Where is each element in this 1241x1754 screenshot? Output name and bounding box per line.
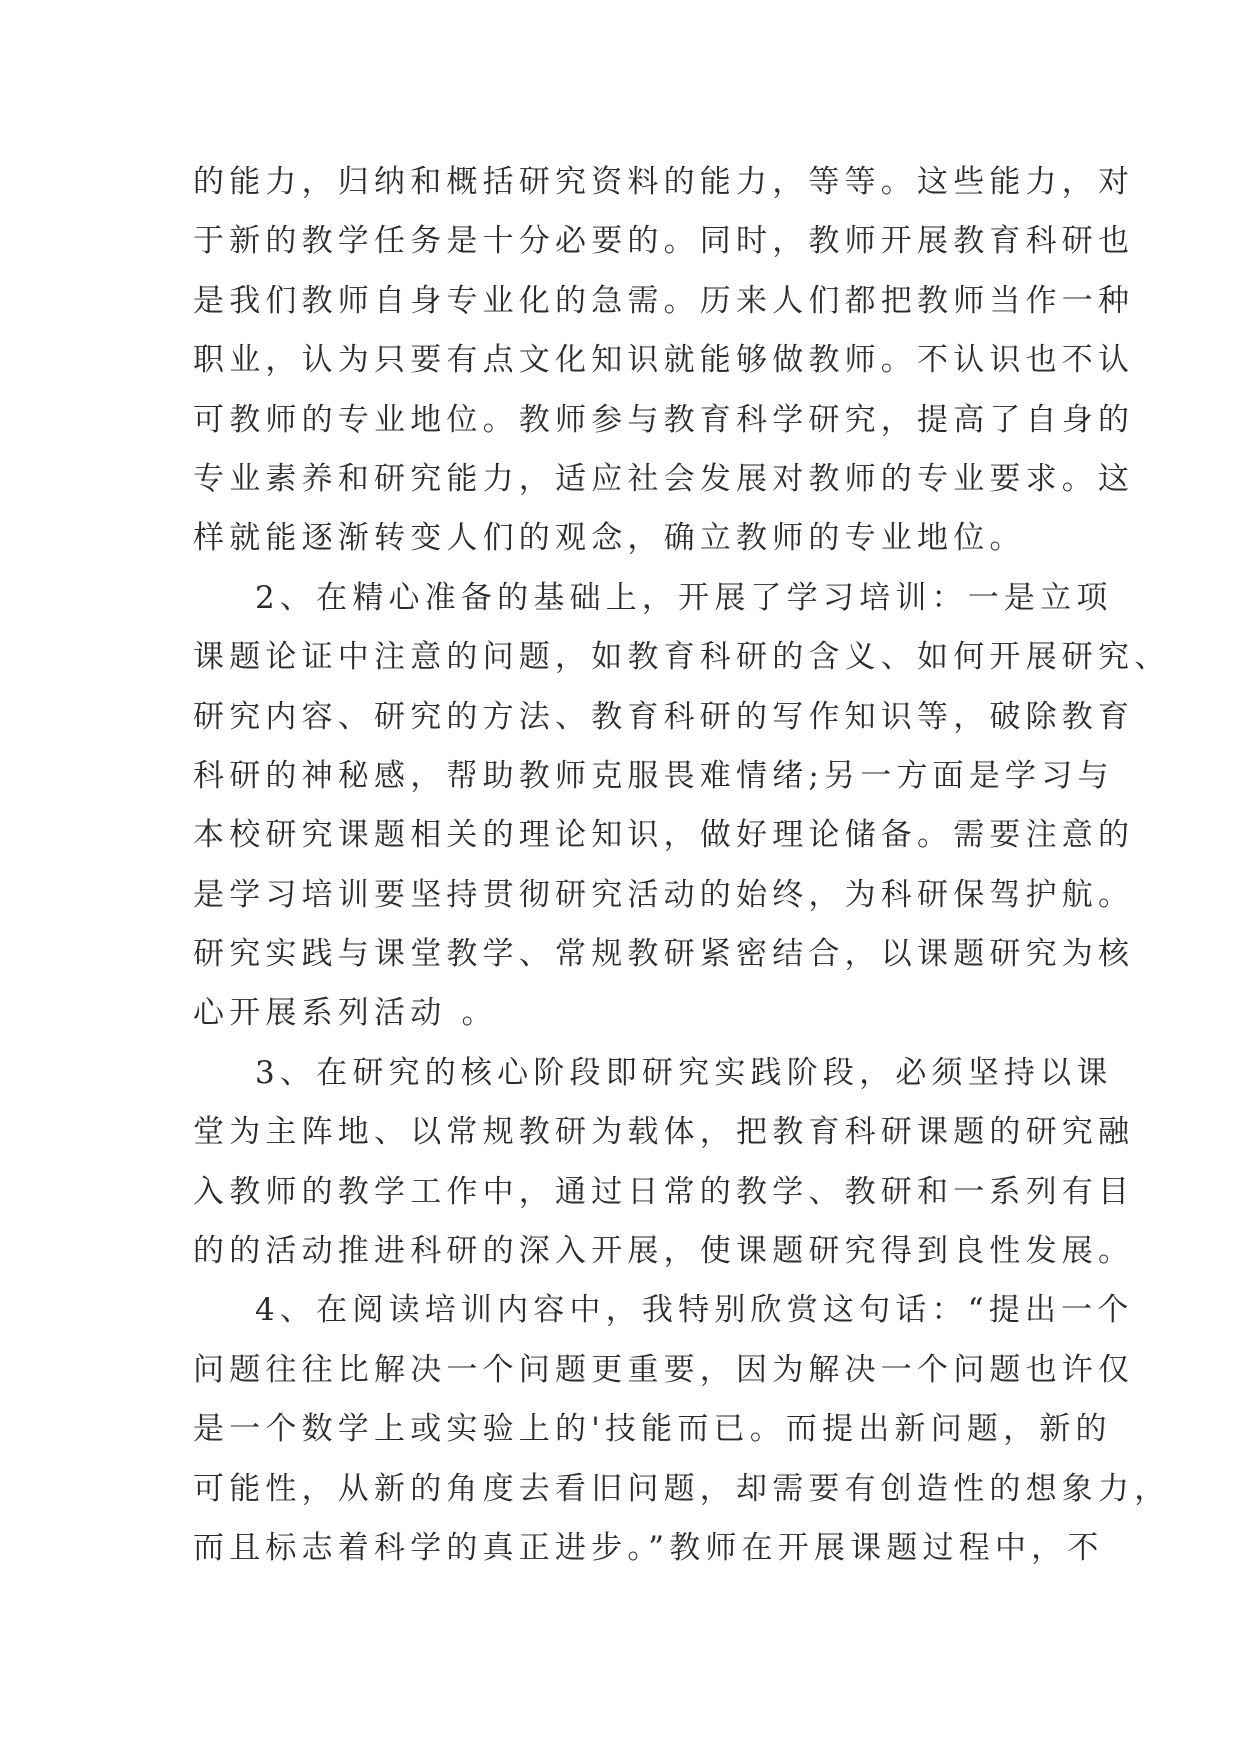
text-line: 是我们教师自身专业化的急需。历来人们都把教师当作一种	[193, 282, 1135, 319]
text-line: 问题往往比解决一个问题更重要，因为解决一个问题也许仅	[193, 1351, 1135, 1388]
text-line: 是一个数学上或实验上的'技能而已。而提出新问题，新的	[193, 1411, 1112, 1448]
text-line: 于新的教学任务是十分必要的。同时，教师开展教育科研也	[193, 223, 1135, 260]
text-line: 职业，认为只要有点文化知识就能够做教师。不认识也不认	[193, 342, 1135, 379]
paragraph-start-line: 2、在精心准备的基础上，开展了学习培训：一是立项	[255, 579, 1113, 616]
text-line: 研究内容、研究的方法、教育科研的写作知识等，破除教育	[193, 698, 1135, 735]
text-line: 入教师的教学工作中，通过日常的教学、教研和一系列有目	[193, 1173, 1135, 1210]
text-line: 科研的神秘感，帮助教师克服畏难情绪;另一方面是学习与	[193, 757, 1114, 794]
text-line: 的的活动推进科研的深入开展，使课题研究得到良性发展。	[193, 1233, 1135, 1270]
text-line: 样就能逐渐转变人们的观念，确立教师的专业地位。	[193, 520, 1026, 557]
text-line: 而且标志着科学的真正进步。”教师在开展课题过程中，不	[193, 1529, 1104, 1566]
text-line: 可教师的专业地位。教师参与教育科学研究，提高了自身的	[193, 401, 1135, 438]
text-line: 心开展系列活动 。	[193, 995, 498, 1032]
body-text	[193, 153, 1171, 1578]
text-line: 是学习培训要坚持贯彻研究活动的始终，为科研保驾护航。	[193, 876, 1135, 913]
text-line: 课题论证中注意的问题，如教育科研的含义、如何开展研究、	[193, 639, 1171, 676]
text-line: 的能力，归纳和概括研究资料的能力，等等。这些能力，对	[193, 164, 1135, 200]
text-line: 可能性，从新的角度去看旧问题，却需要有创造性的想象力，	[193, 1470, 1171, 1507]
text-line: 堂为主阵地、以常规教研为载体，把教育科研课题的研究融	[193, 1114, 1135, 1151]
text-line: 专业素养和研究能力，适应社会发展对教师的专业要求。这	[193, 460, 1135, 497]
paragraph-start-line: 3、在研究的核心阶段即研究实践阶段，必须坚持以课	[255, 1054, 1113, 1091]
text-line: 研究实践与课堂教学、常规教研紧密结合，以课题研究为核	[193, 936, 1135, 973]
paragraph-start-line: 4、在阅读培训内容中，我特别欣赏这句话：“提出一个	[255, 1292, 1134, 1329]
text-line: 本校研究课题相关的理论知识，做好理论储备。需要注意的	[193, 817, 1135, 854]
